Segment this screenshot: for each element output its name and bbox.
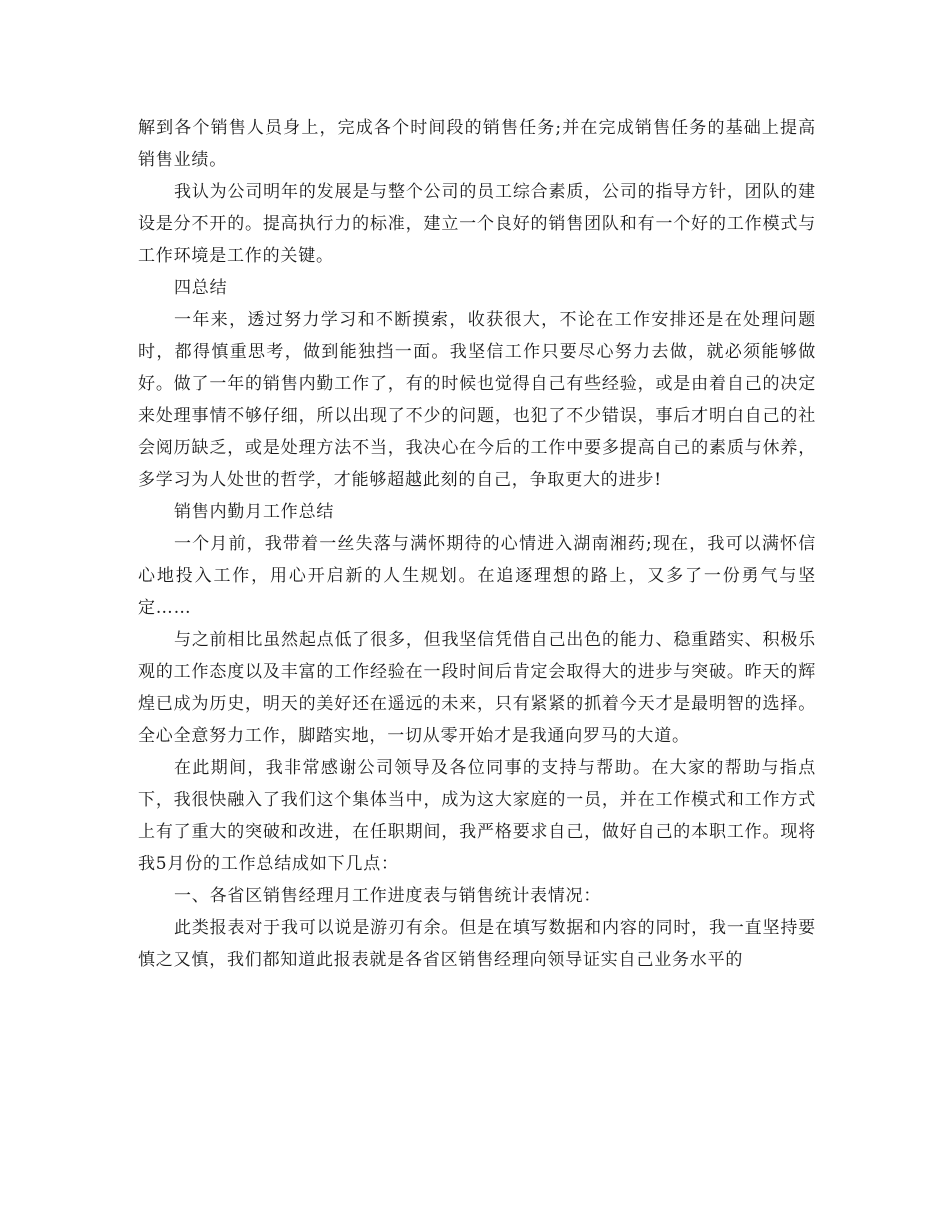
paragraph-company-development: 我认为公司明年的发展是与整个公司的员工综合素质，公司的指导方针，团队的建设是分不开的。提高执行力的标准，建立一个良好的销售团队和有一个好的工作模式与工作环境是工作的关键。	[138, 182, 816, 266]
paragraph-reports: 此类报表对于我可以说是游刃有余。但是在填写数据和内容的同时，我一直坚持要慎之又慎，我们都知道此报表就是各省区销售经理向领导证实自己业务水平的	[138, 918, 816, 970]
document-body	[138, 112, 816, 976]
section-heading-monthly-summary: 销售内勤月工作总结	[174, 502, 335, 522]
paragraph-continuation: 解到各个销售人员身上，完成各个时间段的销售任务;并在完成销售任务的基础上提高销售业绩。	[138, 118, 816, 170]
section-heading-summary: 四总结	[174, 278, 228, 298]
paragraph-comparison: 与之前相比虽然起点低了很多，但我坚信凭借自己出色的能力、稳重踏实、积极乐观的工作态度以及丰富的工作经验在一段时间后肯定会取得大的进步与突破。昨天的辉煌已成为历史，明天的美好还在遥远的未来，只有紧紧的抓着今天才是最明智的选择。全心全意努力工作，脚踏实地，一切从零开始才是我通向罗马的大道。	[138, 630, 816, 746]
paragraph-thanks: 在此期间，我非常感谢公司领导及各位同事的支持与帮助。在大家的帮助与指点下，我很快融入了我们这个集体当中，成为这大家庭的一员，并在工作模式和工作方式上有了重大的突破和改进，在任职期间，我严格要求自己，做好自己的本职工作。现将我5月份的工作总结成如下几点：	[138, 758, 816, 874]
paragraph-year-review: 一年来，透过努力学习和不断摸索，收获很大，不论在工作安排还是在处理问题时，都得慎重思考，做到能独挡一面。我坚信工作只要尽心努力去做，就必须能够做好。做了一年的销售内勤工作了，有的时候也觉得自己有些经验，或是由着自己的决定来处理事情不够仔细，所以出现了不少的问题，也犯了不少错误，事后才明白自己的社会阅历缺乏，或是处理方法不当，我决心在今后的工作中要多提高自己的素质与休养，多学习为人处世的哲学，才能够超越此刻的自己，争取更大的进步!	[138, 310, 816, 490]
paragraph-month-ago: 一个月前，我带着一丝失落与满怀期待的心情进入湖南湘药;现在，我可以满怀信心地投入工作，用心开启新的人生规划。在追逐理想的路上，又多了一份勇气与坚定……	[138, 534, 816, 618]
section-heading-reports: 一、各省区销售经理月工作进度表与销售统计表情况：	[174, 886, 602, 906]
